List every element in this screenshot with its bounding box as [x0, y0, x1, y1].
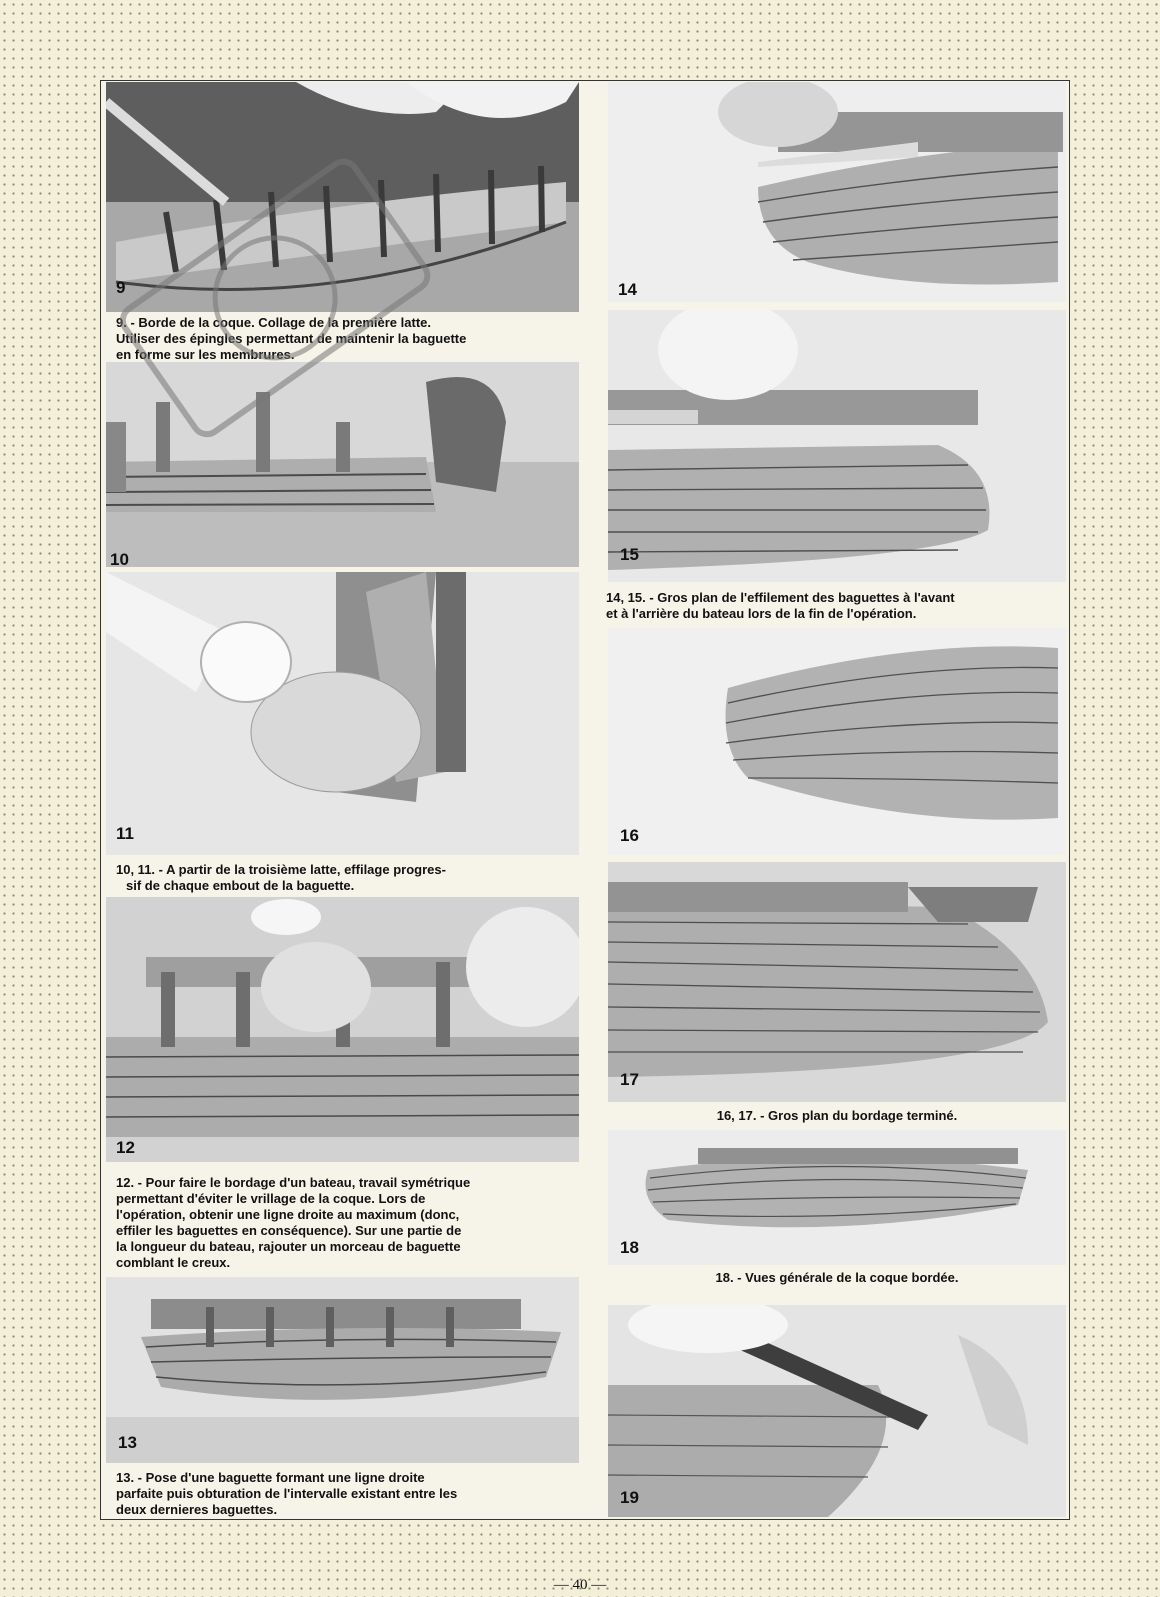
photo-number-16: 16 — [620, 826, 639, 845]
caption-13: 13. - Pose d'une baguette formant une ligne droite parfaite puis obturation de l'intervalle existant entre les deux dernieres baguettes. — [116, 1470, 458, 1517]
page-number: — 40 — — [553, 1577, 607, 1593]
photo-number-9: 9 — [116, 278, 126, 297]
photo-9 — [106, 82, 579, 312]
photo-number-19: 19 — [620, 1488, 639, 1507]
caption-18: 18. - Vues générale de la coque bordée. — [715, 1270, 959, 1285]
caption-16-17: 16, 17. - Gros plan du bordage terminé. — [716, 1108, 958, 1123]
photo-16 — [608, 628, 1066, 855]
photo-19 — [608, 1305, 1066, 1517]
caption-9: 9. - Borde de la coque. Collage de la première latte. Utiliser des épingles permettant de maintenir la baguette en forme sur les membrures. — [116, 315, 467, 362]
photo-18 — [608, 1130, 1066, 1265]
photo-number-13: 13 — [118, 1433, 137, 1452]
caption-12: 12. - Pour faire le bordage d'un bateau, travail symétrique permettant d'éviter le vrillage de la coque. Lors de l'opération, obtenir une ligne droite au maximum (donc, effiler les baguettes en conséquence). Sur une partie de la longueur du bateau, rajouter un morceau de baguette comblant le creux. — [116, 1175, 471, 1270]
photo-11 — [106, 572, 579, 855]
photo-17 — [608, 862, 1066, 1102]
photo-number-18: 18 — [620, 1238, 639, 1257]
photo-13 — [106, 1277, 579, 1463]
photo-14 — [608, 82, 1066, 302]
caption-10-11: 10, 11. - A partir de la troisième latte, effilage progres- sif de chaque embout de la baguette. — [116, 862, 446, 893]
photo-10 — [106, 362, 579, 567]
photo-number-10: 10 — [110, 550, 129, 569]
caption-14-15: 14, 15. - Gros plan de l'effilement des baguettes à l'avant et à l'arrière du bateau lors de la fin de l'opération. — [606, 590, 955, 621]
photo-12 — [106, 897, 579, 1162]
photo-number-17: 17 — [620, 1070, 639, 1089]
photo-number-12: 12 — [116, 1138, 135, 1157]
photo-number-15: 15 — [620, 545, 639, 564]
photo-number-14: 14 — [618, 280, 637, 299]
photo-15 — [608, 310, 1066, 582]
photo-number-11: 11 — [116, 824, 134, 843]
